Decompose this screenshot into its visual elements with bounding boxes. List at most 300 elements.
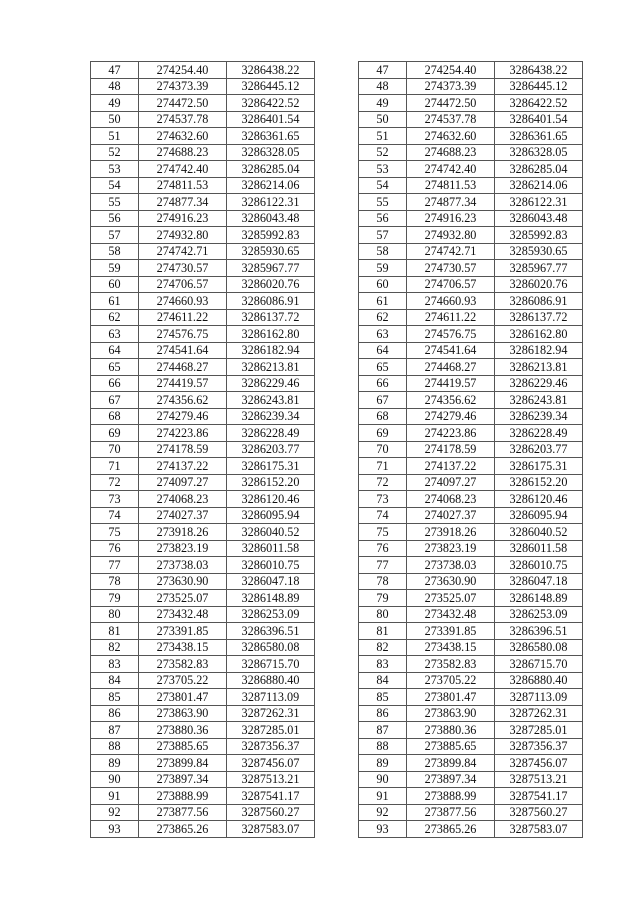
table-row bbox=[91, 62, 315, 79]
table-row bbox=[91, 672, 315, 689]
point-number-cell: 56 bbox=[359, 210, 407, 227]
point-number-cell: 83 bbox=[91, 656, 139, 673]
y-coordinate-cell: 3286020.76 bbox=[227, 276, 315, 293]
table-row bbox=[359, 524, 583, 541]
y-coordinate-cell: 3286095.94 bbox=[227, 507, 315, 524]
point-number-cell: 77 bbox=[91, 557, 139, 574]
y-coordinate-cell: 3286182.94 bbox=[227, 342, 315, 359]
y-coordinate-cell: 3286243.81 bbox=[495, 392, 583, 409]
table-row bbox=[359, 276, 583, 293]
point-number-cell: 53 bbox=[359, 161, 407, 178]
y-coordinate-cell: 3286445.12 bbox=[495, 78, 583, 95]
y-coordinate-cell: 3285930.65 bbox=[227, 243, 315, 260]
point-number-cell: 48 bbox=[359, 78, 407, 95]
table-row bbox=[359, 359, 583, 376]
table-row bbox=[91, 78, 315, 95]
y-coordinate-cell: 3286396.51 bbox=[227, 623, 315, 640]
y-coordinate-cell: 3286422.52 bbox=[227, 95, 315, 112]
x-coordinate-cell: 274660.93 bbox=[407, 293, 495, 310]
table-row bbox=[91, 95, 315, 112]
point-number-cell: 67 bbox=[91, 392, 139, 409]
table-row bbox=[359, 441, 583, 458]
y-coordinate-cell: 3287560.27 bbox=[495, 804, 583, 821]
point-number-cell: 72 bbox=[91, 474, 139, 491]
point-number-cell: 65 bbox=[91, 359, 139, 376]
y-coordinate-cell: 3286880.40 bbox=[227, 672, 315, 689]
table-row bbox=[359, 293, 583, 310]
table-row bbox=[91, 722, 315, 739]
table-row bbox=[359, 656, 583, 673]
table-row bbox=[91, 243, 315, 260]
point-number-cell: 65 bbox=[359, 359, 407, 376]
x-coordinate-cell: 273432.48 bbox=[407, 606, 495, 623]
table-row bbox=[91, 755, 315, 772]
y-coordinate-cell: 3287285.01 bbox=[495, 722, 583, 739]
table-row bbox=[359, 590, 583, 607]
x-coordinate-cell: 274472.50 bbox=[407, 95, 495, 112]
point-number-cell: 71 bbox=[91, 458, 139, 475]
point-number-cell: 85 bbox=[359, 689, 407, 706]
x-coordinate-cell: 273801.47 bbox=[139, 689, 227, 706]
y-coordinate-cell: 3287513.21 bbox=[495, 771, 583, 788]
x-coordinate-cell: 274419.57 bbox=[407, 375, 495, 392]
x-coordinate-cell: 273880.36 bbox=[139, 722, 227, 739]
table-row bbox=[359, 540, 583, 557]
y-coordinate-cell: 3286122.31 bbox=[495, 194, 583, 211]
x-coordinate-cell: 274576.75 bbox=[407, 326, 495, 343]
x-coordinate-cell: 273705.22 bbox=[139, 672, 227, 689]
y-coordinate-cell: 3286122.31 bbox=[227, 194, 315, 211]
table-row bbox=[91, 260, 315, 277]
x-coordinate-cell: 273865.26 bbox=[139, 821, 227, 838]
x-coordinate-cell: 273630.90 bbox=[407, 573, 495, 590]
point-number-cell: 50 bbox=[359, 111, 407, 128]
table-row bbox=[91, 804, 315, 821]
x-coordinate-cell: 273888.99 bbox=[139, 788, 227, 805]
table-row bbox=[91, 458, 315, 475]
x-coordinate-cell: 274254.40 bbox=[407, 62, 495, 79]
table-row bbox=[91, 507, 315, 524]
point-number-cell: 54 bbox=[91, 177, 139, 194]
table-row bbox=[91, 738, 315, 755]
table-row bbox=[91, 111, 315, 128]
table-row bbox=[359, 243, 583, 260]
table-row bbox=[91, 276, 315, 293]
table-row bbox=[359, 194, 583, 211]
x-coordinate-cell: 274811.53 bbox=[407, 177, 495, 194]
table-row bbox=[359, 227, 583, 244]
table-row bbox=[359, 144, 583, 161]
y-coordinate-cell: 3286438.22 bbox=[227, 62, 315, 79]
x-coordinate-cell: 273899.84 bbox=[139, 755, 227, 772]
point-number-cell: 85 bbox=[91, 689, 139, 706]
y-coordinate-cell: 3286040.52 bbox=[495, 524, 583, 541]
y-coordinate-cell: 3286175.31 bbox=[227, 458, 315, 475]
y-coordinate-cell: 3286011.58 bbox=[495, 540, 583, 557]
y-coordinate-cell: 3286253.09 bbox=[227, 606, 315, 623]
table-row bbox=[91, 573, 315, 590]
point-number-cell: 56 bbox=[91, 210, 139, 227]
point-number-cell: 90 bbox=[359, 771, 407, 788]
table-row bbox=[359, 672, 583, 689]
table-row bbox=[91, 474, 315, 491]
x-coordinate-cell: 273525.07 bbox=[407, 590, 495, 607]
x-coordinate-cell: 274660.93 bbox=[139, 293, 227, 310]
x-coordinate-cell: 274811.53 bbox=[139, 177, 227, 194]
table-row bbox=[359, 408, 583, 425]
point-number-cell: 70 bbox=[359, 441, 407, 458]
x-coordinate-cell: 273582.83 bbox=[407, 656, 495, 673]
point-number-cell: 73 bbox=[359, 491, 407, 508]
x-coordinate-cell: 274688.23 bbox=[407, 144, 495, 161]
x-coordinate-cell: 274742.40 bbox=[139, 161, 227, 178]
x-coordinate-cell: 274373.39 bbox=[139, 78, 227, 95]
x-coordinate-cell: 274137.22 bbox=[407, 458, 495, 475]
table-row bbox=[359, 260, 583, 277]
point-number-cell: 86 bbox=[359, 705, 407, 722]
x-coordinate-cell: 274537.78 bbox=[407, 111, 495, 128]
y-coordinate-cell: 3286182.94 bbox=[495, 342, 583, 359]
table-row bbox=[91, 623, 315, 640]
point-number-cell: 62 bbox=[91, 309, 139, 326]
y-coordinate-cell: 3286162.80 bbox=[227, 326, 315, 343]
table-row bbox=[359, 161, 583, 178]
table-row bbox=[359, 821, 583, 838]
table-row bbox=[359, 755, 583, 772]
x-coordinate-cell: 273432.48 bbox=[139, 606, 227, 623]
point-number-cell: 91 bbox=[91, 788, 139, 805]
point-number-cell: 73 bbox=[91, 491, 139, 508]
x-coordinate-cell: 274468.27 bbox=[407, 359, 495, 376]
point-number-cell: 50 bbox=[91, 111, 139, 128]
y-coordinate-cell: 3286010.75 bbox=[227, 557, 315, 574]
point-number-cell: 57 bbox=[91, 227, 139, 244]
x-coordinate-cell: 274356.62 bbox=[407, 392, 495, 409]
y-coordinate-cell: 3287356.37 bbox=[227, 738, 315, 755]
table-row bbox=[91, 557, 315, 574]
y-coordinate-cell: 3286203.77 bbox=[227, 441, 315, 458]
table-row bbox=[91, 540, 315, 557]
point-number-cell: 90 bbox=[91, 771, 139, 788]
x-coordinate-cell: 273801.47 bbox=[407, 689, 495, 706]
x-coordinate-cell: 273705.22 bbox=[407, 672, 495, 689]
x-coordinate-cell: 274632.60 bbox=[407, 128, 495, 145]
x-coordinate-cell: 274178.59 bbox=[407, 441, 495, 458]
y-coordinate-cell: 3286580.08 bbox=[495, 639, 583, 656]
x-coordinate-cell: 273438.15 bbox=[139, 639, 227, 656]
x-coordinate-cell: 274223.86 bbox=[407, 425, 495, 442]
x-coordinate-cell: 274611.22 bbox=[139, 309, 227, 326]
x-coordinate-cell: 273738.03 bbox=[407, 557, 495, 574]
y-coordinate-cell: 3286086.91 bbox=[495, 293, 583, 310]
table-row bbox=[359, 606, 583, 623]
x-coordinate-cell: 274537.78 bbox=[139, 111, 227, 128]
x-coordinate-cell: 274742.40 bbox=[407, 161, 495, 178]
coordinate-table-body bbox=[359, 62, 583, 838]
x-coordinate-cell: 274068.23 bbox=[139, 491, 227, 508]
point-number-cell: 47 bbox=[359, 62, 407, 79]
point-number-cell: 91 bbox=[359, 788, 407, 805]
x-coordinate-cell: 273525.07 bbox=[139, 590, 227, 607]
coordinate-table-body bbox=[91, 62, 315, 838]
point-number-cell: 84 bbox=[91, 672, 139, 689]
point-number-cell: 82 bbox=[359, 639, 407, 656]
x-coordinate-cell: 274178.59 bbox=[139, 441, 227, 458]
x-coordinate-cell: 273863.90 bbox=[407, 705, 495, 722]
y-coordinate-cell: 3286229.46 bbox=[227, 375, 315, 392]
point-number-cell: 80 bbox=[91, 606, 139, 623]
table-row bbox=[359, 458, 583, 475]
point-number-cell: 81 bbox=[91, 623, 139, 640]
table-row bbox=[359, 804, 583, 821]
point-number-cell: 53 bbox=[91, 161, 139, 178]
x-coordinate-cell: 274468.27 bbox=[139, 359, 227, 376]
y-coordinate-cell: 3286213.81 bbox=[227, 359, 315, 376]
x-coordinate-cell: 274932.80 bbox=[139, 227, 227, 244]
point-number-cell: 55 bbox=[91, 194, 139, 211]
table-row bbox=[91, 639, 315, 656]
point-number-cell: 88 bbox=[359, 738, 407, 755]
y-coordinate-cell: 3286239.34 bbox=[495, 408, 583, 425]
y-coordinate-cell: 3286095.94 bbox=[495, 507, 583, 524]
point-number-cell: 52 bbox=[359, 144, 407, 161]
table-row bbox=[91, 524, 315, 541]
table-row bbox=[91, 441, 315, 458]
point-number-cell: 61 bbox=[359, 293, 407, 310]
table-row bbox=[91, 161, 315, 178]
point-number-cell: 51 bbox=[91, 128, 139, 145]
table-row bbox=[91, 705, 315, 722]
point-number-cell: 66 bbox=[359, 375, 407, 392]
table-row bbox=[359, 507, 583, 524]
y-coordinate-cell: 3287285.01 bbox=[227, 722, 315, 739]
point-number-cell: 78 bbox=[359, 573, 407, 590]
x-coordinate-cell: 274254.40 bbox=[139, 62, 227, 79]
y-coordinate-cell: 3286047.18 bbox=[227, 573, 315, 590]
x-coordinate-cell: 273877.56 bbox=[139, 804, 227, 821]
y-coordinate-cell: 3286175.31 bbox=[495, 458, 583, 475]
y-coordinate-cell: 3286715.70 bbox=[227, 656, 315, 673]
table-row bbox=[359, 689, 583, 706]
y-coordinate-cell: 3287113.09 bbox=[227, 689, 315, 706]
point-number-cell: 61 bbox=[91, 293, 139, 310]
point-number-cell: 74 bbox=[91, 507, 139, 524]
x-coordinate-cell: 273823.19 bbox=[139, 540, 227, 557]
x-coordinate-cell: 273897.34 bbox=[407, 771, 495, 788]
table-row bbox=[359, 788, 583, 805]
table-row bbox=[91, 194, 315, 211]
point-number-cell: 54 bbox=[359, 177, 407, 194]
y-coordinate-cell: 3287583.07 bbox=[495, 821, 583, 838]
point-number-cell: 68 bbox=[359, 408, 407, 425]
table-row bbox=[359, 210, 583, 227]
x-coordinate-cell: 274877.34 bbox=[139, 194, 227, 211]
x-coordinate-cell: 274356.62 bbox=[139, 392, 227, 409]
table-row bbox=[359, 425, 583, 442]
x-coordinate-cell: 274472.50 bbox=[139, 95, 227, 112]
y-coordinate-cell: 3286438.22 bbox=[495, 62, 583, 79]
point-number-cell: 80 bbox=[359, 606, 407, 623]
point-number-cell: 75 bbox=[91, 524, 139, 541]
table-row bbox=[359, 128, 583, 145]
y-coordinate-cell: 3286361.65 bbox=[495, 128, 583, 145]
point-number-cell: 63 bbox=[359, 326, 407, 343]
table-row bbox=[91, 227, 315, 244]
coordinate-table-left bbox=[90, 61, 315, 838]
table-row bbox=[91, 375, 315, 392]
point-number-cell: 93 bbox=[359, 821, 407, 838]
y-coordinate-cell: 3286043.48 bbox=[227, 210, 315, 227]
point-number-cell: 76 bbox=[91, 540, 139, 557]
x-coordinate-cell: 273877.56 bbox=[407, 804, 495, 821]
x-coordinate-cell: 274688.23 bbox=[139, 144, 227, 161]
x-coordinate-cell: 274611.22 bbox=[407, 309, 495, 326]
point-number-cell: 64 bbox=[359, 342, 407, 359]
x-coordinate-cell: 274373.39 bbox=[407, 78, 495, 95]
y-coordinate-cell: 3286228.49 bbox=[495, 425, 583, 442]
y-coordinate-cell: 3286880.40 bbox=[495, 672, 583, 689]
x-coordinate-cell: 273918.26 bbox=[407, 524, 495, 541]
x-coordinate-cell: 274706.57 bbox=[407, 276, 495, 293]
table-row bbox=[91, 771, 315, 788]
y-coordinate-cell: 3286086.91 bbox=[227, 293, 315, 310]
y-coordinate-cell: 3286010.75 bbox=[495, 557, 583, 574]
point-number-cell: 60 bbox=[91, 276, 139, 293]
point-number-cell: 57 bbox=[359, 227, 407, 244]
point-number-cell: 55 bbox=[359, 194, 407, 211]
y-coordinate-cell: 3286715.70 bbox=[495, 656, 583, 673]
point-number-cell: 87 bbox=[359, 722, 407, 739]
table-row bbox=[359, 573, 583, 590]
y-coordinate-cell: 3286228.49 bbox=[227, 425, 315, 442]
y-coordinate-cell: 3286214.06 bbox=[227, 177, 315, 194]
table-row bbox=[91, 359, 315, 376]
x-coordinate-cell: 273823.19 bbox=[407, 540, 495, 557]
point-number-cell: 59 bbox=[91, 260, 139, 277]
y-coordinate-cell: 3286011.58 bbox=[227, 540, 315, 557]
point-number-cell: 74 bbox=[359, 507, 407, 524]
x-coordinate-cell: 274541.64 bbox=[407, 342, 495, 359]
table-row bbox=[91, 788, 315, 805]
x-coordinate-cell: 273897.34 bbox=[139, 771, 227, 788]
y-coordinate-cell: 3286137.72 bbox=[227, 309, 315, 326]
y-coordinate-cell: 3286328.05 bbox=[227, 144, 315, 161]
point-number-cell: 47 bbox=[91, 62, 139, 79]
table-row bbox=[91, 821, 315, 838]
table-row bbox=[359, 722, 583, 739]
y-coordinate-cell: 3286396.51 bbox=[495, 623, 583, 640]
y-coordinate-cell: 3286285.04 bbox=[495, 161, 583, 178]
table-row bbox=[359, 771, 583, 788]
y-coordinate-cell: 3287541.17 bbox=[227, 788, 315, 805]
point-number-cell: 62 bbox=[359, 309, 407, 326]
y-coordinate-cell: 3286239.34 bbox=[227, 408, 315, 425]
x-coordinate-cell: 274742.71 bbox=[139, 243, 227, 260]
x-coordinate-cell: 274730.57 bbox=[139, 260, 227, 277]
y-coordinate-cell: 3286137.72 bbox=[495, 309, 583, 326]
y-coordinate-cell: 3285967.77 bbox=[495, 260, 583, 277]
table-row bbox=[91, 656, 315, 673]
y-coordinate-cell: 3287560.27 bbox=[227, 804, 315, 821]
x-coordinate-cell: 273880.36 bbox=[407, 722, 495, 739]
table-row bbox=[359, 474, 583, 491]
point-number-cell: 83 bbox=[359, 656, 407, 673]
point-number-cell: 49 bbox=[359, 95, 407, 112]
point-number-cell: 92 bbox=[91, 804, 139, 821]
table-row bbox=[91, 342, 315, 359]
point-number-cell: 71 bbox=[359, 458, 407, 475]
x-coordinate-cell: 273899.84 bbox=[407, 755, 495, 772]
y-coordinate-cell: 3285967.77 bbox=[227, 260, 315, 277]
table-row bbox=[91, 309, 315, 326]
y-coordinate-cell: 3286445.12 bbox=[227, 78, 315, 95]
table-row bbox=[359, 557, 583, 574]
y-coordinate-cell: 3285992.83 bbox=[495, 227, 583, 244]
table-row bbox=[359, 705, 583, 722]
point-number-cell: 68 bbox=[91, 408, 139, 425]
x-coordinate-cell: 273738.03 bbox=[139, 557, 227, 574]
x-coordinate-cell: 274877.34 bbox=[407, 194, 495, 211]
table-row bbox=[91, 293, 315, 310]
point-number-cell: 70 bbox=[91, 441, 139, 458]
point-number-cell: 82 bbox=[91, 639, 139, 656]
point-number-cell: 58 bbox=[91, 243, 139, 260]
table-row bbox=[359, 623, 583, 640]
table-row bbox=[91, 606, 315, 623]
point-number-cell: 92 bbox=[359, 804, 407, 821]
x-coordinate-cell: 274097.27 bbox=[139, 474, 227, 491]
x-coordinate-cell: 273865.26 bbox=[407, 821, 495, 838]
x-coordinate-cell: 273885.65 bbox=[139, 738, 227, 755]
point-number-cell: 88 bbox=[91, 738, 139, 755]
table-row bbox=[359, 62, 583, 79]
table-row bbox=[91, 590, 315, 607]
x-coordinate-cell: 274706.57 bbox=[139, 276, 227, 293]
point-number-cell: 69 bbox=[91, 425, 139, 442]
y-coordinate-cell: 3286401.54 bbox=[227, 111, 315, 128]
y-coordinate-cell: 3285930.65 bbox=[495, 243, 583, 260]
x-coordinate-cell: 274576.75 bbox=[139, 326, 227, 343]
x-coordinate-cell: 274541.64 bbox=[139, 342, 227, 359]
x-coordinate-cell: 274137.22 bbox=[139, 458, 227, 475]
point-number-cell: 79 bbox=[359, 590, 407, 607]
table-row bbox=[91, 491, 315, 508]
table-row bbox=[359, 639, 583, 656]
x-coordinate-cell: 273582.83 bbox=[139, 656, 227, 673]
coordinate-table-right bbox=[358, 61, 583, 838]
point-number-cell: 64 bbox=[91, 342, 139, 359]
y-coordinate-cell: 3285992.83 bbox=[227, 227, 315, 244]
x-coordinate-cell: 274916.23 bbox=[139, 210, 227, 227]
table-row bbox=[359, 491, 583, 508]
y-coordinate-cell: 3287456.07 bbox=[227, 755, 315, 772]
x-coordinate-cell: 274068.23 bbox=[407, 491, 495, 508]
table-row bbox=[359, 326, 583, 343]
y-coordinate-cell: 3286580.08 bbox=[227, 639, 315, 656]
x-coordinate-cell: 273888.99 bbox=[407, 788, 495, 805]
x-coordinate-cell: 274916.23 bbox=[407, 210, 495, 227]
y-coordinate-cell: 3286229.46 bbox=[495, 375, 583, 392]
y-coordinate-cell: 3287513.21 bbox=[227, 771, 315, 788]
y-coordinate-cell: 3287541.17 bbox=[495, 788, 583, 805]
x-coordinate-cell: 274932.80 bbox=[407, 227, 495, 244]
y-coordinate-cell: 3287583.07 bbox=[227, 821, 315, 838]
point-number-cell: 84 bbox=[359, 672, 407, 689]
y-coordinate-cell: 3286361.65 bbox=[227, 128, 315, 145]
point-number-cell: 51 bbox=[359, 128, 407, 145]
y-coordinate-cell: 3286040.52 bbox=[227, 524, 315, 541]
x-coordinate-cell: 273918.26 bbox=[139, 524, 227, 541]
